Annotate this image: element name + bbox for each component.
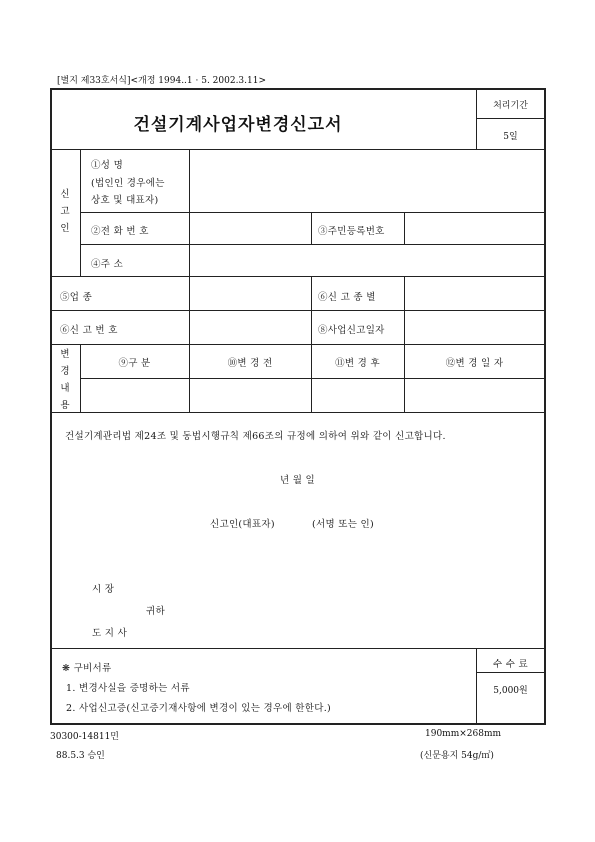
name-note: (법인인 경우에는 상호 및 대표자) xyxy=(91,178,165,206)
honorific-label: 귀하 xyxy=(146,606,165,617)
fee-label: 수 수 료 xyxy=(492,659,529,670)
signer-label: 신고인(대표자) xyxy=(210,519,275,530)
signature-note: (서명 또는 인) xyxy=(312,519,375,530)
form-reference: [별지 제33호서식]<개정 1994..1 · 5. 2002.3.11> xyxy=(57,76,267,86)
fee-amount: 5,000원 xyxy=(493,686,528,696)
resident-number-label: ③주민등록번호 xyxy=(318,226,385,237)
resident-number-input-area[interactable] xyxy=(405,213,544,244)
name-input-area[interactable] xyxy=(190,150,544,212)
col-type-header: ⑨구 분 xyxy=(118,358,151,369)
address-input-area[interactable] xyxy=(190,245,544,276)
attachment-item-2: 2. 사업신고증(신고증기재사항에 변경이 있는 경우에 한한다.) xyxy=(66,703,332,714)
date-line: 년 월 일 xyxy=(279,475,316,486)
col-after-header: ⑪변 경 후 xyxy=(335,358,380,369)
name-label: ①성 명 xyxy=(91,160,124,171)
paper-size: 190mm×268mm xyxy=(425,729,502,739)
mayor-label: 시 장 xyxy=(92,584,115,595)
form-title: 건설기계사업자변경신고서 xyxy=(133,115,343,135)
col-date-header: ⑫변 경 일 자 xyxy=(445,358,504,369)
business-type-label: ⑤업 종 xyxy=(60,292,93,303)
change-before-cell[interactable] xyxy=(190,379,310,411)
processing-period-value: 5일 xyxy=(503,132,518,142)
attachments-title: ❋ 구비서류 xyxy=(62,663,112,674)
report-type-input-area[interactable] xyxy=(405,277,544,309)
phone-input-area[interactable] xyxy=(190,213,310,244)
report-date-input-area[interactable] xyxy=(405,311,544,343)
phone-label: ②전 화 번 호 xyxy=(91,226,149,237)
paper-spec: (신문용지 54g/㎡) xyxy=(420,751,494,761)
processing-period-label: 처리기간 xyxy=(493,101,528,111)
report-date-label: ⑧사업신고일자 xyxy=(318,325,385,336)
form-code: 30300-14811민 xyxy=(50,732,119,742)
change-type-cell[interactable] xyxy=(81,379,188,411)
report-number-input-area[interactable] xyxy=(190,311,310,343)
report-type-label: ⑥신 고 종 별 xyxy=(318,292,376,303)
reporter-section-label: 신 고 인 xyxy=(60,189,70,234)
governor-label: 도 지 사 xyxy=(92,628,128,639)
address-label: ④주 소 xyxy=(91,259,124,270)
report-number-label: ⑥신 고 번 호 xyxy=(60,325,118,336)
change-section-label: 변 경 내 용 xyxy=(60,349,70,411)
approval-date: 88.5.3 승인 xyxy=(56,751,105,761)
col-before-header: ⑩변 경 전 xyxy=(227,358,273,369)
change-date-cell[interactable] xyxy=(405,379,544,411)
business-type-input-area[interactable] xyxy=(190,277,310,309)
attachment-item-1: 1. 변경사실을 증명하는 서류 xyxy=(66,683,190,694)
change-after-cell[interactable] xyxy=(312,379,403,411)
declaration-statement: 건설기계관리법 제24조 및 동법시행규칙 제66조의 규정에 의하여 위와 같이 신고합니다. xyxy=(65,431,446,442)
